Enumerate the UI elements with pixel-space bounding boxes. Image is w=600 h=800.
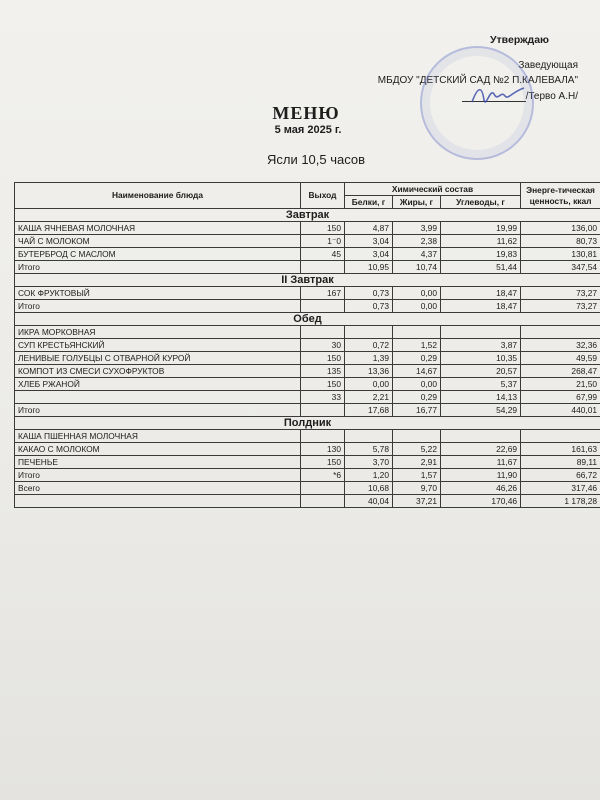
cell-proteins: 1,20 [345,469,393,482]
total-row [15,404,600,417]
section-title: Завтрак [15,209,600,222]
section-title: II Завтрак [15,274,600,287]
cell-fats: 14,67 [393,365,441,378]
cell-output: 150 [301,222,345,235]
cell-output: *6 [301,469,345,482]
table-row [15,339,600,352]
table-row [15,391,600,404]
cell-name: ЧАЙ С МОЛОКОМ [15,235,301,248]
total-fats: 10,74 [393,261,441,274]
cell-energy: 21,50 [521,378,600,391]
cell-output [301,404,345,417]
cell-energy: 80,73 [521,235,600,248]
cell-proteins: 2,21 [345,391,393,404]
cell-proteins: 5,78 [345,443,393,456]
cell-name: КАША ЯЧНЕВАЯ МОЛОЧНАЯ [15,222,301,235]
cell-name: ПЕЧЕНЬЕ [15,456,301,469]
table-row [15,469,600,482]
cell-name [15,391,301,404]
header-dish-name: Наименование блюда [15,183,301,209]
cell-energy: 73,27 [521,287,600,300]
total-row [15,482,600,495]
cell-fats: 0,29 [393,391,441,404]
total-label: Всего [15,482,301,495]
cell-proteins: 0,72 [345,339,393,352]
approval-organization: МБДОУ "ДЕТСКИЙ САД №2 П.КАЛЕВАЛА" [377,75,578,86]
table-row [15,352,600,365]
total-proteins: 10,95 [345,261,393,274]
table-row [15,248,600,261]
grand-total-proteins: 40,04 [345,495,393,508]
section-title: Обед [15,313,600,326]
cell-energy: 32,36 [521,339,600,352]
header-chemical-composition: Химический состав [345,183,521,196]
cell-energy: 49,59 [521,352,600,365]
cell-fats: 0,00 [393,287,441,300]
menu-table-body [15,209,600,508]
cell-name: БУТЕРБРОД С МАСЛОМ [15,248,301,261]
total-row [15,300,600,313]
menu-table [14,182,600,508]
cell-name: КАКАО С МОЛОКОМ [15,443,301,456]
cell-output [301,430,345,443]
cell-proteins: 13,36 [345,365,393,378]
grand-total-row [15,495,600,508]
total-energy: 317,46 [521,482,600,495]
section-row [15,274,600,287]
total-energy: 73,27 [521,300,600,313]
total-row [15,261,600,274]
cell-output: 150 [301,352,345,365]
group-label: Ясли 10,5 часов [266,152,366,167]
cell-carbs: 20,57 [441,365,521,378]
cell-energy: 161,63 [521,443,600,456]
cell-energy: 67,99 [521,391,600,404]
cell-fats: 1,52 [393,339,441,352]
cell-proteins: 0,73 [345,287,393,300]
cell-carbs: 3,87 [441,339,521,352]
cell-output [301,495,345,508]
cell-output: 150 [301,456,345,469]
cell-energy: 89,11 [521,456,600,469]
total-carbs: 51,44 [441,261,521,274]
total-carbs: 46,26 [441,482,521,495]
section-row [15,209,600,222]
total-label: Итого [15,261,301,274]
cell-carbs: 5,37 [441,378,521,391]
cell-carbs [441,430,521,443]
table-row [15,430,600,443]
cell-output [301,300,345,313]
cell-carbs: 11,62 [441,235,521,248]
table-row [15,443,600,456]
cell-proteins: 3,04 [345,248,393,261]
cell-carbs: 18,47 [441,287,521,300]
table-row [15,235,600,248]
total-fats: 16,77 [393,404,441,417]
cell-output: 33 [301,391,345,404]
total-fats: 9,70 [393,482,441,495]
approval-heading: Утверждаю [490,34,550,46]
cell-proteins: 3,70 [345,456,393,469]
total-proteins: 17,68 [345,404,393,417]
total-carbs: 54,29 [441,404,521,417]
cell-fats: 2,91 [393,456,441,469]
cell-energy: 66,72 [521,469,600,482]
cell-fats: 0,00 [393,378,441,391]
cell-output [301,482,345,495]
cell-name: СОК ФРУКТОВЫЙ [15,287,301,300]
section-row [15,417,600,430]
approval-signatory: /Терво А.Н/ [525,91,578,102]
header-fats: Жиры, г [393,196,441,209]
cell-carbs: 14,13 [441,391,521,404]
cell-name: ЛЕНИВЫЕ ГОЛУБЦЫ С ОТВАРНОЙ КУРОЙ [15,352,301,365]
menu-date: 5 мая 2025 г. [274,124,342,136]
cell-name: СУП КРЕСТЬЯНСКИЙ [15,339,301,352]
table-row [15,365,600,378]
cell-output [301,326,345,339]
header-carbs: Углеводы, г [441,196,521,209]
grand-total-carbs: 170,46 [441,495,521,508]
cell-fats: 5,22 [393,443,441,456]
cell-name: КОМПОТ ИЗ СМЕСИ СУХОФРУКТОВ [15,365,301,378]
cell-fats [393,326,441,339]
cell-carbs: 22,69 [441,443,521,456]
cell-proteins: 4,87 [345,222,393,235]
cell-carbs: 11,67 [441,456,521,469]
cell-fats: 0,29 [393,352,441,365]
table-row [15,287,600,300]
cell-output: 45 [301,248,345,261]
total-label: Итого [15,404,301,417]
cell-carbs: 10,35 [441,352,521,365]
header-energy: Энерге-тическая ценность, ккал [521,183,600,209]
table-row [15,456,600,469]
cell-fats [393,430,441,443]
grand-total-energy: 1 178,28 [521,495,600,508]
cell-energy [521,326,600,339]
cell-fats: 4,37 [393,248,441,261]
cell-carbs: 19,99 [441,222,521,235]
cell-name: ХЛЕБ РЖАНОЙ [15,378,301,391]
cell-output: 30 [301,339,345,352]
cell-energy [521,430,600,443]
cell-output: 150 [301,378,345,391]
cell-name: Итого [15,469,301,482]
cell-name: ИКРА МОРКОВНАЯ [15,326,301,339]
cell-proteins: 0,00 [345,378,393,391]
cell-output: 1⁻0 [301,235,345,248]
total-energy: 440,01 [521,404,600,417]
cell-proteins: 1,39 [345,352,393,365]
cell-energy: 268,47 [521,365,600,378]
table-row [15,222,600,235]
total-proteins: 10,68 [345,482,393,495]
total-carbs: 18,47 [441,300,521,313]
cell-output [301,261,345,274]
approval-position: Заведующая [518,60,578,71]
cell-proteins [345,430,393,443]
page-title: МЕНЮ [272,103,340,123]
cell-fats: 3,99 [393,222,441,235]
cell-carbs: 11,90 [441,469,521,482]
section-row [15,313,600,326]
section-title: Полдник [15,417,600,430]
cell-output: 167 [301,287,345,300]
cell-output: 135 [301,365,345,378]
table-row [15,378,600,391]
cell-output: 130 [301,443,345,456]
total-proteins: 0,73 [345,300,393,313]
cell-energy: 136,00 [521,222,600,235]
cell-proteins [345,326,393,339]
cell-carbs: 19,83 [441,248,521,261]
total-energy: 347,54 [521,261,600,274]
header-proteins: Белки, г [345,196,393,209]
cell-fats: 1,57 [393,469,441,482]
grand-total-label [15,495,301,508]
total-fats: 0,00 [393,300,441,313]
cell-fats: 2,38 [393,235,441,248]
cell-proteins: 3,04 [345,235,393,248]
total-label: Итого [15,300,301,313]
grand-total-fats: 37,21 [393,495,441,508]
header-output: Выход [301,183,345,209]
cell-energy: 130,81 [521,248,600,261]
cell-name: КАША ПШЕННАЯ МОЛОЧНАЯ [15,430,301,443]
table-row [15,326,600,339]
cell-carbs [441,326,521,339]
